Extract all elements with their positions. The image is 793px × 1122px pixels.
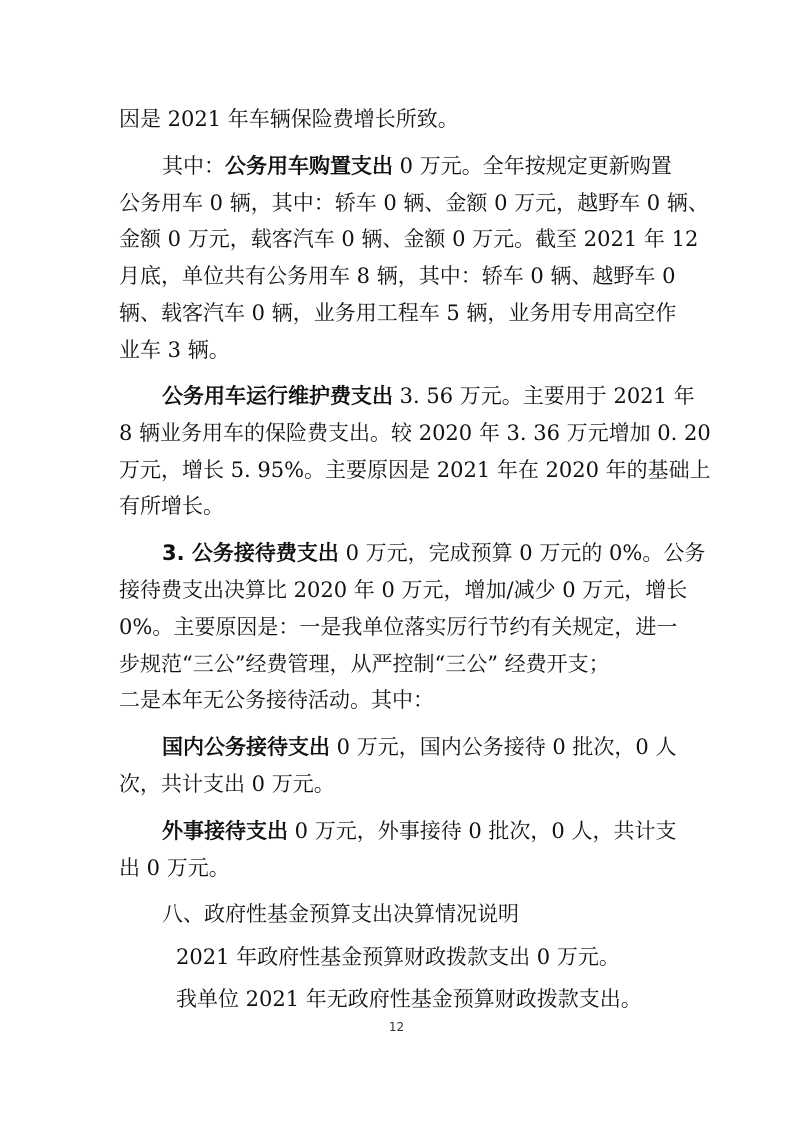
paragraph-line: 次，共计支出 0 万元。 xyxy=(119,772,335,796)
line-text: 0 万元，国内公务接待 0 批次，0 人 xyxy=(330,735,677,759)
paragraph-line: 接待费支出决算比 2020 年 0 万元，增加/减少 0 万元，增长 xyxy=(119,578,688,602)
line-text: 0 万元，完成预算 0 万元的 0%。公务 xyxy=(338,541,706,565)
heading-vehicle-maintenance: 公务用车运行维护费支出 xyxy=(162,384,393,408)
paragraph-line-vehicle-maintenance xyxy=(162,381,695,411)
line-text: 0 万元。全年按规定更新购置 xyxy=(393,154,672,178)
paragraph-line: 有所增长。 xyxy=(119,494,224,518)
paragraph-line: 步规范“三公”经费管理，从严控制“三公” 经费开支； xyxy=(119,652,610,676)
line-text: 3. 56 万元。主要用于 2021 年 xyxy=(393,384,695,408)
paragraph-line-vehicle-purchase xyxy=(162,151,672,181)
heading-foreign-reception: 外事接待支出 xyxy=(162,819,288,843)
paragraph-line-domestic-reception xyxy=(162,732,676,762)
section-heading-government-fund: 八、政府性基金预算支出决算情况说明 xyxy=(162,902,519,926)
heading-vehicle-purchase: 公务用车购置支出 xyxy=(225,154,393,178)
paragraph-line-reception xyxy=(162,538,705,568)
paragraph-line: 公务用车 0 辆，其中：轿车 0 辆、金额 0 万元，越野车 0 辆、 xyxy=(119,191,709,215)
line-text: 0 万元，外事接待 0 批次，0 人，共计支 xyxy=(288,819,677,843)
paragraph-line: 二是本年无公务接待活动。其中： xyxy=(119,688,434,712)
paragraph-line: 金额 0 万元，载客汽车 0 辆、金额 0 万元。截至 2021 年 12 xyxy=(119,227,699,251)
paragraph-line: 8 辆业务用车的保险费支出。较 2020 年 3. 36 万元增加 0. 20 xyxy=(119,421,711,445)
paragraph-line: 我单位 2021 年无政府性基金预算财政拨款支出。 xyxy=(176,987,642,1011)
paragraph-line: 万元，增长 5. 95%。主要原因是 2021 年在 2020 年的基础上 xyxy=(119,458,711,482)
heading-reception: 3. 公务接待费支出 xyxy=(162,541,339,565)
paragraph-line: 2021 年政府性基金预算财政拨款支出 0 万元。 xyxy=(176,945,620,969)
line-prefix: 其中： xyxy=(162,154,225,178)
heading-domestic-reception: 国内公务接待支出 xyxy=(162,735,330,759)
paragraph-line: 出 0 万元。 xyxy=(119,856,230,880)
page-number: 12 xyxy=(388,1020,405,1034)
paragraph-line: 辆、载客汽车 0 辆，业务用工程车 5 辆，业务用专用高空作 xyxy=(119,301,677,325)
paragraph-line: 0%。主要原因是：一是我单位落实厉行节约有关规定，进一 xyxy=(119,615,678,639)
paragraph-line: 因是 2021 年车辆保险费增长所致。 xyxy=(119,107,459,131)
paragraph-line-foreign-reception xyxy=(162,816,676,846)
paragraph-line: 业车 3 辆。 xyxy=(119,338,230,362)
paragraph-line: 月底，单位共有公务用车 8 辆，其中：轿车 0 辆、越野车 0 xyxy=(119,264,676,288)
